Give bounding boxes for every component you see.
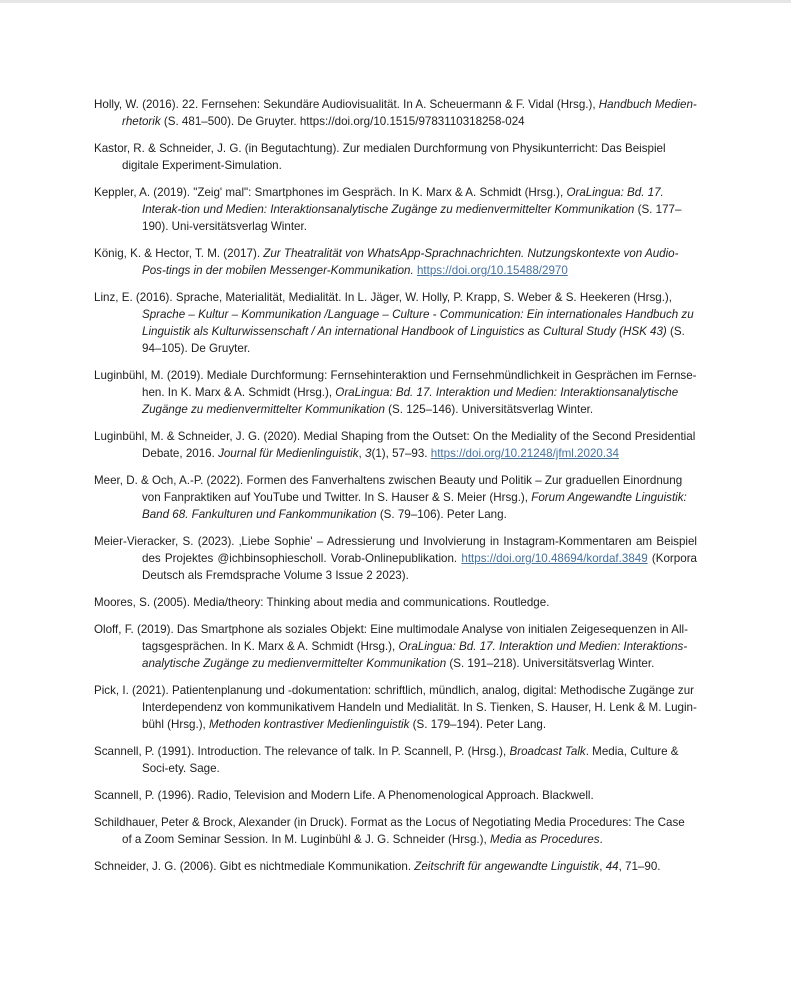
ref-text: ,: [358, 447, 365, 460]
ref-text: Linz, E. (2016). Sprache, Materialität, Medialität. In L. Jäger, W. Holly, P. Krapp, S. Weber & S. Heekeren (Hrsg.),: [94, 291, 673, 304]
ref-text: (Korpora Deutsch als Fremdsprache Volume 3 Issue 2 2023).: [142, 552, 697, 582]
ref-text: Luginbühl, M. & Schneider, J. G. (2020). Medial Shaping from the Outset: On the Mediality of the Second Presidential Debate, 2016.: [94, 430, 696, 460]
ref-text: Keppler, A. (2019). "Zeig' mal": Smartphones im Gespräch. In K. Marx & A. Schmidt (Hrsg.),: [94, 186, 567, 199]
reference-linz-2016: [94, 289, 697, 357]
ref-text: (S. 79–106). Peter Lang.: [376, 508, 507, 521]
ref-text: (S. 481–500). De Gruyter. https://doi.org/10.1515/9783110318258-024: [160, 115, 525, 128]
ref-text: Meier-Vieracker, S. (2023). ‚Liebe Sophie' – Adressierung und Involvierung in Instagram-Kommentaren am Beispiel des Projektes @ichbinsophiescholl. Vorab-Onlinepublikation.: [94, 535, 697, 565]
ref-text: (S. 179–194). Peter Lang.: [409, 718, 547, 731]
reference-meer-och-2022: [94, 472, 697, 523]
reference-luginbuehl-schneider-2020: [94, 428, 697, 462]
ref-text: Holly, W. (2016). 22. Fernsehen: Sekundäre Audiovisualität. In A. Scheuermann & F. Vidal (Hrsg.),: [94, 98, 599, 111]
reference-oloff-2019: [94, 621, 697, 672]
ref-text: Schneider, J. G. (2006). Gibt es nichtmediale Kommunikation.: [94, 860, 415, 873]
ref-title: Broadcast Talk: [509, 745, 586, 758]
ref-title: OraLingua: Bd. 17. Interaktion und Medien: Interaktionsanalytische Zugänge zu medienvermittelter Kommunikation: [142, 386, 679, 416]
ref-title: Media as Procedures: [489, 833, 600, 846]
reference-koenig-hector-2017: [94, 245, 697, 279]
reference-schildhauer-brock: [94, 814, 697, 848]
ref-text: (1), 57–93.: [371, 447, 431, 460]
reference-moores-2005: [94, 594, 697, 611]
ref-text: . Media, Culture & Soci-ety. Sage.: [142, 745, 679, 775]
ref-text: Moores, S. (2005). Media/theory: Thinking about media and communications. Routledge.: [94, 596, 550, 609]
doi-link[interactable]: https://doi.org/10.21248/jfml.2020.34: [430, 447, 619, 460]
ref-title: Zur Theatralität von WhatsApp-Sprachnachrichten. Nutzungskontexte von Audio-Pos-tings in der mobilen Messenger-Kommunikation.: [142, 247, 679, 277]
ref-text: Schildhauer, Peter & Brock, Alexander (in Druck). Format as the Locus of Negotiating Media Procedures: The Case of a Zoom Seminar Session. In M. Luginbühl & J. G. Schneider (Hrsg.),: [94, 816, 685, 846]
ref-text: (S. 191–218). Universitätsverlag Winter.: [446, 657, 655, 670]
doi-link[interactable]: https://doi.org/10.15488/2970: [416, 264, 568, 277]
ref-title: Forum Angewandte Linguistik: Band 68. Fankulturen und Fankommunikation: [142, 491, 687, 521]
reference-scannell-1991: [94, 743, 697, 777]
reference-kastor-schneider: [94, 140, 697, 174]
ref-text: (S. 94–105). De Gruyter.: [142, 325, 685, 355]
ref-text: Meer, D. & Och, A.-P. (2022). Formen des Fanverhaltens zwischen Beauty und Politik – Zur graduellen Einordnung von Fanpraktiken auf YouTube und Twitter. In S. Hauser & S. Meier (Hrsg.),: [94, 474, 683, 504]
reference-list: [94, 96, 697, 885]
ref-text: Scannell, P. (1991). Introduction. The relevance of talk. In P. Scannell, P. (Hrsg.),: [94, 745, 510, 758]
ref-text: König, K. & Hector, T. M. (2017).: [94, 247, 264, 260]
ref-text: , 71–90.: [618, 860, 661, 873]
ref-text: (S. 177–190). Uni-versitätsverlag Winter.: [142, 203, 682, 233]
reference-pick-2021: [94, 682, 697, 733]
reference-keppler-2019: [94, 184, 697, 235]
ref-text: (S. 125–146). Universitätsverlag Winter.: [384, 403, 594, 416]
ref-text: Pick, I. (2021). Patientenplanung und -dokumentation: schriftlich, mündlich, analog, digital: Methodische Zugänge zur Interdependenz von kommunikativem Handeln und Medialität. In S. Tienken, S. Hauser, H. Lenk & M. Lugin-bühl (Hrsg.),: [94, 684, 697, 731]
ref-text: Oloff, F. (2019). Das Smartphone als soziales Objekt: Eine multimodale Analyse von initialen Zeigesequenzen in All-tagsgesprächen. In K. Marx & A. Schmidt (Hrsg.),: [94, 623, 688, 653]
reference-meier-vieracker-2023: [94, 533, 697, 584]
ref-text: Scannell, P. (1996). Radio, Television and Modern Life. A Phenomenological Approach. Blackwell.: [94, 789, 594, 802]
ref-text: .: [599, 833, 603, 846]
ref-title: Handbuch Medien-rhetorik: [122, 98, 697, 128]
ref-journal: Zeitschrift für angewandte Linguistik: [414, 860, 600, 873]
doi-link[interactable]: https://doi.org/10.48694/kordaf.3849: [461, 552, 648, 565]
ref-title: Methoden kontrastiver Medienlinguistik: [209, 718, 410, 731]
ref-text: Kastor, R. & Schneider, J. G. (in Begutachtung). Zur medialen Durchformung von Physikunterricht: Das Beispiel digitale Experiment-Simulation.: [94, 142, 666, 172]
ref-volume: 3: [365, 447, 372, 460]
ref-volume: 44: [605, 860, 619, 873]
ref-text: Luginbühl, M. (2019). Mediale Durchformung: Fernsehinteraktion und Fernsehmündlichkeit in Gesprächen im Fernse-hen. In K. Marx & A. Schmidt (Hrsg.),: [94, 369, 697, 399]
ref-journal: Journal für Medienlinguistik: [218, 447, 359, 460]
ref-title: OraLingua: Bd. 17. Interak-tion und Medien: Interaktionsanalytische Zugänge zu medienvermittelter Kommunikation: [142, 186, 664, 216]
ref-title: OraLingua: Bd. 17. Interaktion und Medien: Interaktions-analytische Zugänge zu medienvermittelter Kommunikation: [142, 640, 688, 670]
ref-title: Sprache – Kultur – Kommunikation /Language – Culture - Communication: Ein internationales Handbuch zu Linguistik als Kulturwissenschaft / An international Handbook of Linguistics as Cultural Study (HSK 43): [142, 308, 694, 338]
reference-schneider-2006: [94, 858, 697, 875]
reference-holly-2016: [94, 96, 697, 130]
reference-luginbuehl-2019: [94, 367, 697, 418]
reference-scannell-1996: [94, 787, 697, 804]
ref-text: ,: [599, 860, 606, 873]
